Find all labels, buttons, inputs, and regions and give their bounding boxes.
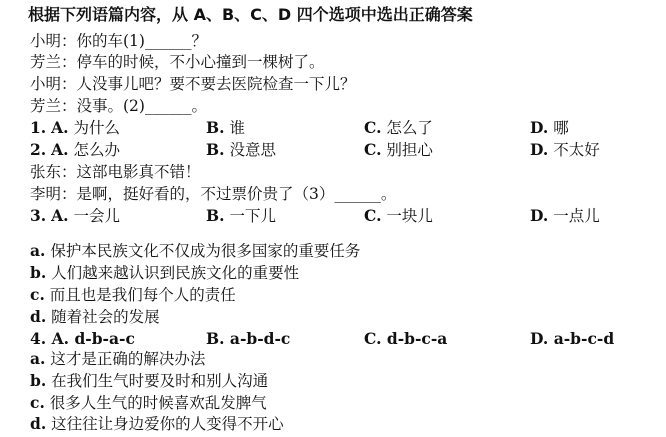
- q2-option-c[interactable]: [364, 139, 433, 161]
- sentence-letter: c.: [30, 393, 45, 412]
- option-letter: A.: [51, 329, 70, 348]
- q2-option-b[interactable]: [206, 139, 276, 161]
- dialogue-line: 芳兰：停车的时候，不小心撞到一棵树了。: [30, 53, 325, 71]
- q1-option-d[interactable]: [530, 117, 569, 139]
- sentence-text: 人们越来越认识到民族文化的重要性: [51, 264, 300, 282]
- option-letter: D.: [530, 206, 549, 225]
- option-letter: B.: [206, 329, 225, 348]
- option-text: 一点儿: [553, 207, 600, 225]
- option-text: 没意思: [229, 141, 276, 159]
- sentence-item: [30, 262, 299, 284]
- q4-option-d[interactable]: [530, 328, 614, 350]
- option-text: a-b-d-c: [229, 329, 291, 348]
- sentence-text: 而且也是我们每个人的责任: [49, 286, 236, 304]
- option-text: 别担心: [386, 141, 433, 159]
- dialogue-line: 小明：人没事儿吧？要不要去医院检查一下儿？: [30, 75, 356, 93]
- question-number: 2.: [30, 140, 47, 159]
- sentence-letter: d.: [30, 307, 47, 326]
- q4-option-b[interactable]: [206, 328, 290, 350]
- sentence-text: 很多人生气的时候喜欢乱发脾气: [49, 394, 267, 412]
- option-text: 怎么办: [73, 141, 121, 159]
- option-letter: D.: [530, 118, 549, 137]
- option-text: 一块儿: [386, 207, 433, 225]
- sentence-text: 在我们生气时要及时和别人沟通: [51, 372, 269, 390]
- sentence-text: 这才是正确的解决办法: [50, 350, 206, 368]
- sentence-item: [30, 240, 360, 262]
- option-text: 一会儿: [73, 207, 121, 225]
- sentence-letter: a.: [30, 241, 46, 260]
- question-number: 3.: [30, 206, 47, 225]
- sentence-text: 保护本民族文化不仅成为很多国家的重要任务: [50, 242, 361, 260]
- instructions-title: 根据下列语篇内容，从 A、B、C、D 四个选项中选出正确答案: [28, 5, 473, 24]
- option-letter: D.: [530, 140, 549, 159]
- sentence-letter: d.: [30, 414, 47, 433]
- dialogue-line: 芳兰：没事。(2)______。: [30, 97, 207, 115]
- q3-option-d[interactable]: [530, 205, 600, 227]
- q4-option-a[interactable]: [30, 328, 135, 350]
- sentence-item: [30, 348, 205, 370]
- option-letter: B.: [206, 206, 225, 225]
- q3-option-b[interactable]: [206, 205, 276, 227]
- dialogue-line: 张东：这部电影真不错！: [30, 163, 201, 181]
- option-letter: A.: [51, 118, 69, 137]
- option-letter: C.: [364, 329, 382, 348]
- sentence-letter: a.: [30, 349, 46, 368]
- option-text: 怎么了: [386, 119, 433, 137]
- option-text: d-b-c-a: [386, 329, 448, 348]
- option-text: 哪: [553, 119, 569, 137]
- q1-option-b[interactable]: [206, 117, 245, 139]
- dialogue-line: 小明：你的车(1)______？: [30, 32, 207, 50]
- q4-option-c[interactable]: [364, 328, 447, 350]
- option-letter: C.: [364, 206, 382, 225]
- q3-option-a[interactable]: [30, 205, 120, 227]
- sentence-letter: c.: [30, 285, 45, 304]
- option-letter: B.: [206, 140, 225, 159]
- sentence-item: [30, 392, 267, 414]
- option-text: 为什么: [73, 119, 121, 137]
- sentence-item: [30, 306, 160, 328]
- sentence-item: [30, 370, 268, 392]
- sentence-item: [30, 413, 284, 435]
- q1-option-c[interactable]: [364, 117, 433, 139]
- option-text: 谁: [229, 119, 245, 137]
- question-number: 1.: [30, 118, 47, 137]
- question-number: 4.: [30, 329, 47, 348]
- option-letter: C.: [364, 118, 382, 137]
- option-letter: A.: [51, 140, 69, 159]
- sentence-text: 随着社会的发展: [51, 308, 160, 326]
- q2-option-d[interactable]: [530, 139, 600, 161]
- dialogue-line: 李明：是啊，挺好看的，不过票价贵了（3）______。: [30, 185, 397, 203]
- option-text: 一下儿: [229, 207, 276, 225]
- sentence-item: [30, 284, 236, 306]
- sentence-text: 这往往让身边爱你的人变得不开心: [51, 415, 284, 433]
- sentence-letter: b.: [30, 263, 47, 282]
- option-letter: A.: [51, 206, 69, 225]
- option-text: a-b-c-d: [553, 329, 615, 348]
- q1-option-a[interactable]: [30, 117, 120, 139]
- option-text: d-b-a-c: [74, 329, 135, 348]
- option-letter: C.: [364, 140, 382, 159]
- q3-option-c[interactable]: [364, 205, 433, 227]
- option-text: 不太好: [553, 141, 600, 159]
- option-letter: D.: [530, 329, 549, 348]
- sentence-letter: b.: [30, 371, 47, 390]
- option-letter: B.: [206, 118, 225, 137]
- q2-option-a[interactable]: [30, 139, 120, 161]
